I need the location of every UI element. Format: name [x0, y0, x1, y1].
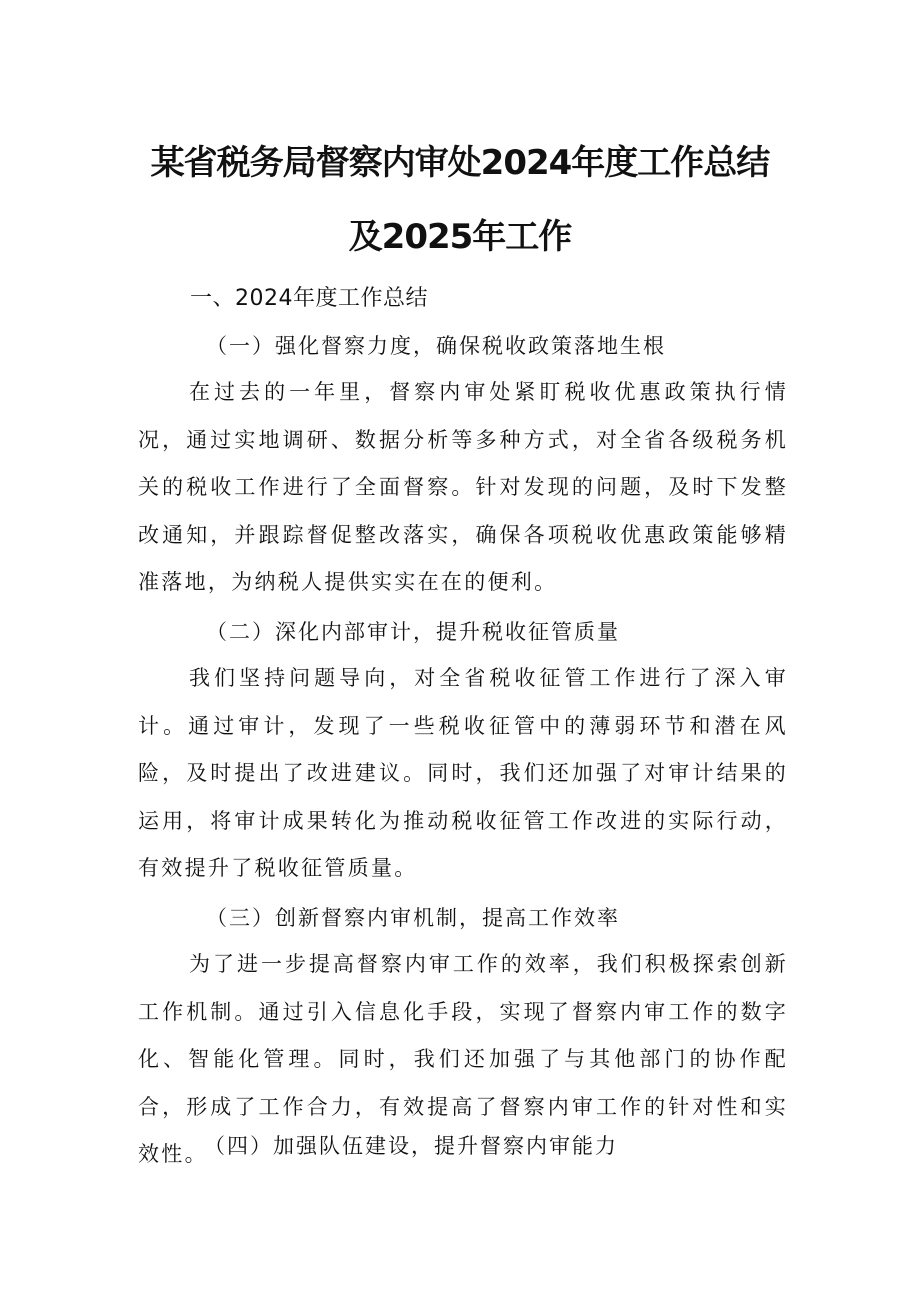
paragraph: 在过去的一年里，督察内审处紧盯税收优惠政策执行情况，通过实地调研、数据分析等多种方式，对全省各级税务机关的税收工作进行了全面督察。针对发现的问题，及时下发整改通知，并跟踪督促整改落实，确保各项税收优惠政策能够精准落地，为纳税人提供实实在在的便利。	[138, 380, 788, 595]
paragraph: 为了进一步提高督察内审工作的效率，我们积极探索创新工作机制。通过引入信息化手段，实现了督察内审工作的数字化、智能化管理。同时，我们还加强了与其他部门的协作配合，形成了工作合力，有效提高了督察内审工作的针对性和实效性。	[138, 952, 788, 1167]
subsection-heading: （二）深化内部审计，提升税收征管质量	[206, 620, 620, 644]
subsection-heading: （一）强化督察力度，确保税收政策落地生根	[206, 334, 666, 358]
subsection-heading: （四）加强队伍建设，提升督察内审能力	[204, 1134, 618, 1158]
paragraph: 我们坚持问题导向，对全省税收征管工作进行了深入审计。通过审计，发现了一些税收征管中的薄弱环节和潜在风险，及时提出了改进建议。同时，我们还加强了对审计结果的运用，将审计成果转化为推动税收征管工作改进的实际行动，有效提升了税收征管质量。	[138, 666, 788, 881]
subsection-heading: （三）创新督察内审机制，提高工作效率	[206, 906, 620, 930]
section-heading: 一、2024年度工作总结	[190, 286, 428, 311]
document-title-line1: 某省税务局督察内审处2024年度工作总结	[150, 143, 770, 183]
document-title-line2: 及2025年工作	[348, 217, 572, 257]
